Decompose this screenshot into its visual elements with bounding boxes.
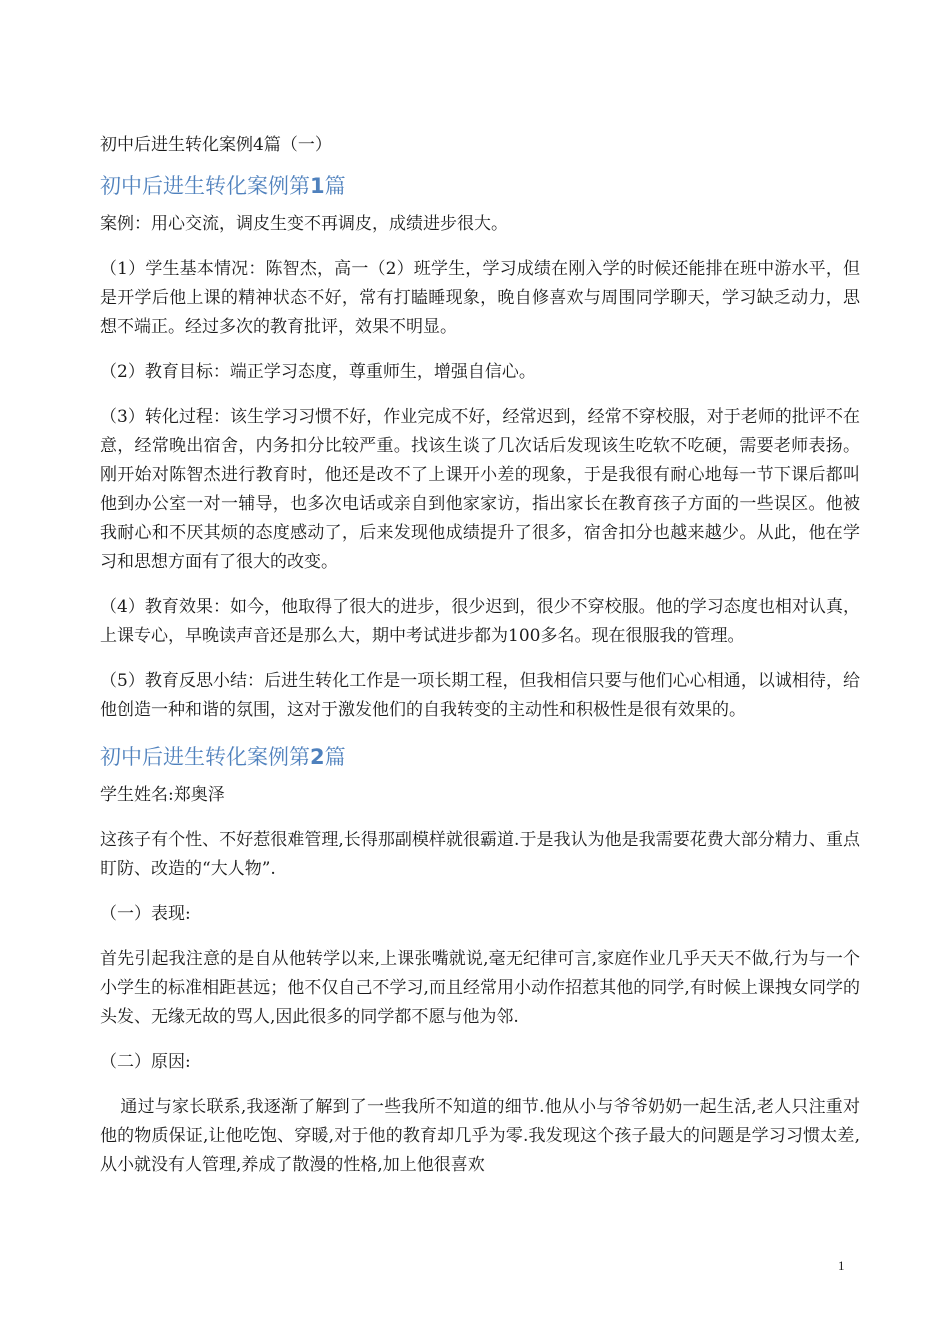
section-heading-2: 初中后进生转化案例第2篇 xyxy=(100,745,346,769)
paragraph-subheading-behavior: （一）表现: xyxy=(100,904,191,924)
paragraph-student-info: （1）学生基本情况：陈智杰，高一（2）班学生，学习成绩在刚入学的时候还能排在班中游水平，但是开学后他上课的精神状态不好，常有打瞌睡现象，晚自修喜欢与周围同学聊天，学习缺乏动力，思想不端正。经过多次的教育批评，效果不明显。 xyxy=(100,259,860,337)
page-number: 1 xyxy=(838,1258,845,1273)
paragraph-case-summary: 案例：用心交流，调皮生变不再调皮，成绩进步很大。 xyxy=(100,214,508,234)
paragraph-behavior: 首先引起我注意的是自从他转学以来,上课张嘴就说,毫无纪律可言,家庭作业几乎天天不做,行为与一个小学生的标准相距甚远；他不仅自己不学习,而且经常用小动作招惹其他的同学,有时候上课拽女同学的头发、无缘无故的骂人,因此很多的同学都不愿与他为邻. xyxy=(100,949,860,1027)
document-body xyxy=(100,130,860,1196)
paragraph-intro: 这孩子有个性、不好惹很难管理,长得那副模样就很霸道.于是我认为他是我需要花费大部分精力、重点盯防、改造的“大人物”. xyxy=(100,830,860,879)
paragraph-reason: 通过与家长联系,我逐渐了解到了一些我所不知道的细节.他从小与爷爷奶奶一起生活,老人只注重对他的物质保证,让他吃饱、穿暖,对于他的教育却几乎为零.我发现这个孩子最大的问题是学习习惯太差,从小就没有人管理,养成了散漫的性格,加上他很喜欢 xyxy=(100,1097,860,1175)
paragraph-subheading-reason: （二）原因: xyxy=(100,1052,191,1072)
paragraph-reflection: （5）教育反思小结：后进生转化工作是一项长期工程，但我相信只要与他们心心相通，以诚相待，给他创造一种和谐的氛围，这对于激发他们的自我转变的主动性和积极性是很有效果的。 xyxy=(100,671,860,720)
paragraph-education-effect: （4）教育效果：如今，他取得了很大的进步，很少迟到，很少不穿校服。他的学习态度也相对认真，上课专心，早晚读声音还是那么大，期中考试进步都为100多名。现在很服我的管理。 xyxy=(100,597,860,646)
paragraph-transform-process: （3）转化过程：该生学习习惯不好，作业完成不好，经常迟到，经常不穿校服，对于老师的批评不在意，经常晚出宿舍，内务扣分比较严重。找该生谈了几次话后发现该生吃软不吃硬，需要老师表扬。刚开始对陈智杰进行教育时，他还是改不了上课开小差的现象，于是我很有耐心地每一节下课后都叫他到办公室一对一辅导，也多次电话或亲自到他家家访，指出家长在教育孩子方面的一些误区。他被我耐心和不厌其烦的态度感动了，后来发现他成绩提升了很多，宿舍扣分也越来越少。从此，他在学习和思想方面有了很大的改变。 xyxy=(100,407,860,572)
paragraph-education-goal: （2）教育目标：端正学习态度，尊重师生，增强自信心。 xyxy=(100,362,536,382)
section-heading-1: 初中后进生转化案例第1篇 xyxy=(100,174,346,198)
paragraph-student-name: 学生姓名:郑奥泽 xyxy=(100,785,225,805)
document-title: 初中后进生转化案例4篇（一） xyxy=(100,135,332,155)
